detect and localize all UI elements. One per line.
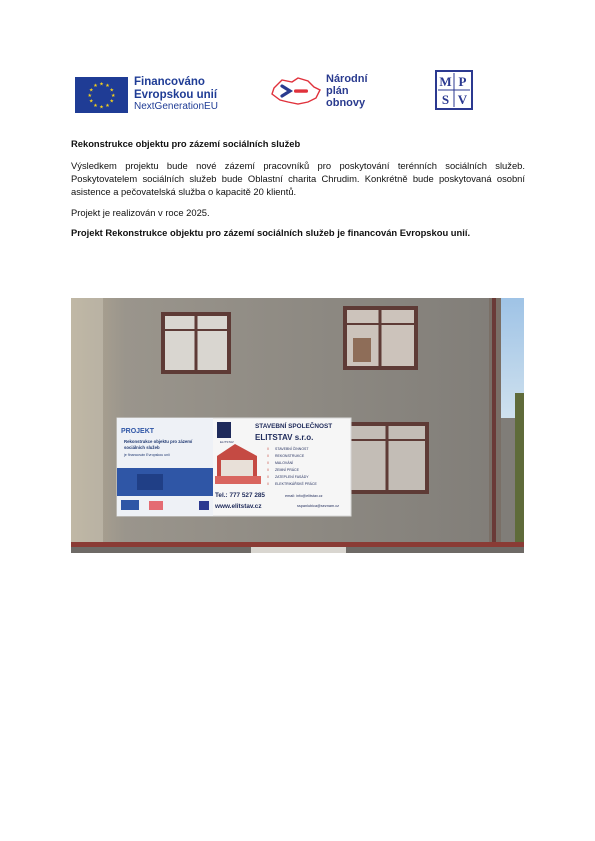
banner-project-line3: je financován Evropskou unií: [124, 453, 170, 457]
eu-logo-line1: Financováno: [134, 76, 205, 88]
mpsv-logo: [435, 70, 473, 110]
building-photo: [71, 298, 524, 553]
banner-phone: Tel.: 777 527 285: [215, 492, 265, 499]
svg-text://: //: [267, 447, 269, 451]
banner-company-line1: STAVEBNÍ SPOLEČNOST: [255, 423, 333, 430]
svg-text:★: ★: [88, 98, 94, 105]
svg-text:★: ★: [88, 87, 94, 94]
banner-company-line2: ELITSTAV s.r.o.: [255, 433, 314, 442]
svg-text://: //: [267, 468, 269, 472]
svg-text://: //: [267, 475, 269, 479]
document-title: Rekonstrukce objektu pro zázemí sociálních služeb: [71, 138, 301, 149]
window: [343, 306, 418, 370]
banner-service: REKONSTRUKCE: [275, 454, 305, 458]
svg-text:★: ★: [109, 87, 115, 94]
eu-flag-icon: [75, 77, 128, 113]
project-description: Výsledkem projektu bude nové zázemí pracovníků pro poskytování terénních sociálních služeb. Poskytovatelem sociálních služeb bude Oblastní charita Chrudim. Konkrétně bude poskytovaná osobní asistence a pečovatelská služba o kapacitě 20 klientů.: [71, 160, 525, 197]
svg-text://: //: [267, 454, 269, 458]
npo-logo: [268, 72, 368, 110]
eu-logo-line3: NextGenerationEU: [134, 101, 218, 112]
banner-email1: email: info@elitstav.cz: [285, 494, 323, 498]
npo-logo-line3: obnovy: [326, 97, 366, 109]
czech-map-icon: [268, 72, 322, 110]
svg-text:S: S: [441, 92, 450, 107]
svg-text:V: V: [457, 92, 468, 107]
funding-statement: Projekt Rekonstrukce objektu pro zázemí sociálních služeb je financován Evropskou unií.: [71, 227, 471, 238]
svg-text:P: P: [458, 74, 467, 89]
svg-text://: //: [267, 461, 269, 465]
svg-text:M: M: [439, 74, 452, 89]
project-banner: [117, 418, 351, 516]
banner-service: MALOVÁNÍ: [275, 461, 294, 465]
svg-text:★: ★: [109, 98, 115, 105]
svg-text:★: ★: [99, 104, 104, 111]
svg-text://: //: [267, 482, 269, 486]
banner-company-logo-text: ELITSTAV: [220, 440, 234, 444]
window: [161, 312, 231, 374]
banner-service: ELEKTRIKÁŘSKÉ PRÁCE: [275, 482, 317, 486]
logo-bar: [70, 70, 530, 118]
svg-text:★: ★: [93, 82, 98, 89]
project-year-note: Projekt je realizován v roce 2025.: [71, 207, 210, 218]
document-body: [71, 138, 525, 238]
svg-text:★: ★: [111, 92, 116, 99]
banner-web: www.elitstav.cz: [215, 503, 262, 510]
svg-text:★: ★: [99, 81, 104, 88]
npo-logo-line2: plán: [326, 85, 349, 97]
banner-service: ZATEPLENÍ FASÁDY: [275, 475, 309, 479]
window: [347, 422, 429, 494]
svg-text:★: ★: [105, 102, 110, 109]
banner-service: STAVEBNÍ ČINNOST: [275, 447, 309, 451]
banner-project-line1: Rekonstrukce objektu pro zázemí: [124, 439, 193, 444]
banner-project-heading: PROJEKT: [121, 428, 155, 435]
banner-project-line2: sociálních služeb: [124, 445, 160, 450]
svg-text:★: ★: [105, 82, 110, 89]
eu-funding-logo: [75, 76, 218, 114]
npo-logo-line1: Národní: [326, 73, 368, 85]
svg-text:★: ★: [87, 92, 92, 99]
banner-email2: sspanlubica@seznam.cz: [297, 504, 340, 508]
eu-logo-line2: Evropskou unií: [134, 88, 218, 101]
banner-service: ZEMNÍ PRÁCE: [275, 468, 299, 472]
svg-text:★: ★: [93, 102, 98, 109]
